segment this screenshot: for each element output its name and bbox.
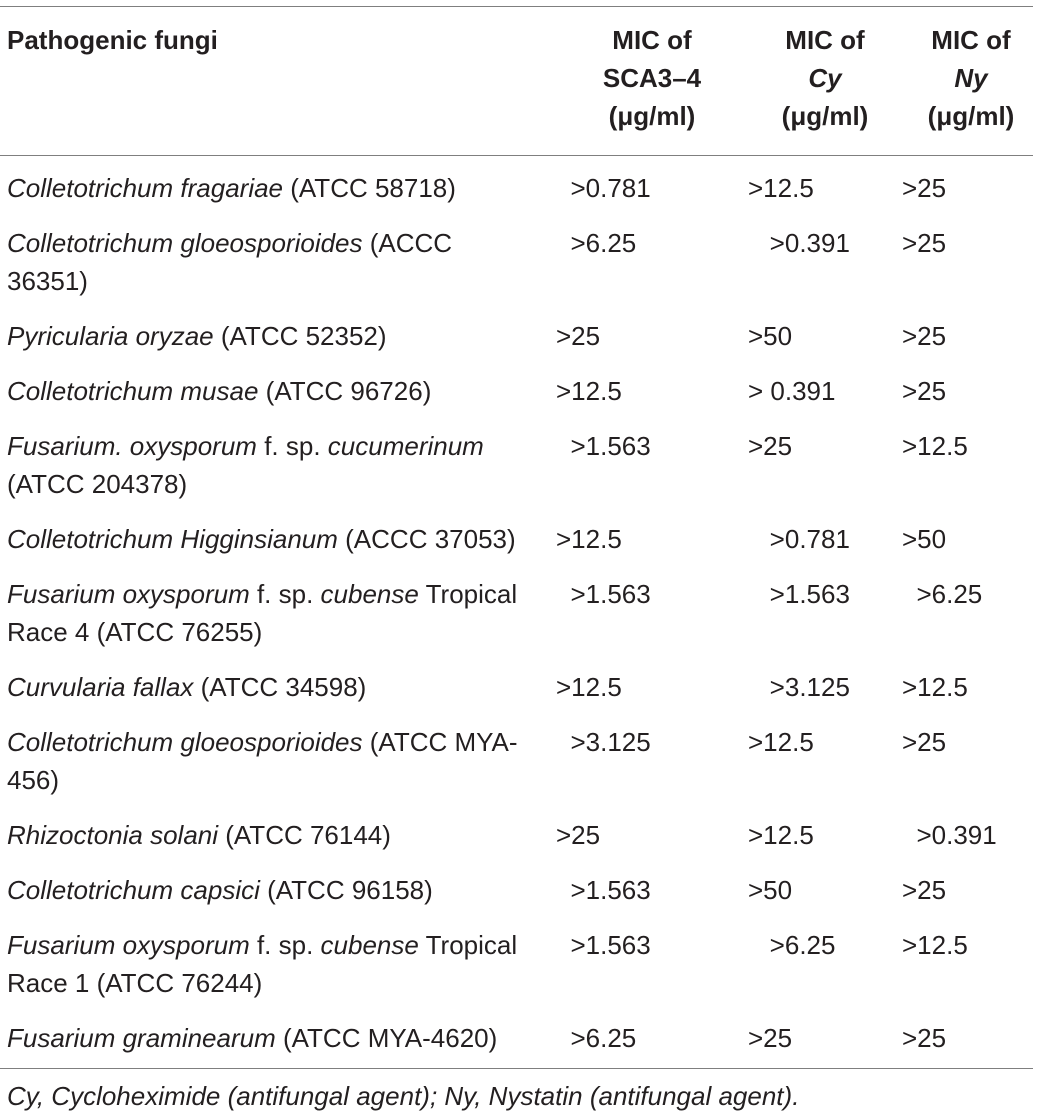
mic-cy-cell: >25 xyxy=(748,1023,793,1053)
table-row xyxy=(0,1005,1040,1060)
fungus-name-cell xyxy=(0,506,556,561)
strain-info: f. sp. xyxy=(249,930,321,960)
mic-table xyxy=(0,7,1040,1060)
mic-cy-cell: >50 xyxy=(748,875,793,905)
strain-info: (ATCC 204378) xyxy=(7,469,188,499)
strain-info: (ATCC MYA-456) xyxy=(7,727,518,795)
species-name: cubense xyxy=(320,930,419,960)
strain-info: f. sp. xyxy=(249,579,321,609)
mic-sca-cell: >25 xyxy=(556,820,601,850)
mic-cy-cell: >6.25 xyxy=(748,930,836,960)
mic-ny-cell: >25 xyxy=(902,173,947,203)
fungus-name-cell xyxy=(0,210,556,303)
mic-ny-cell: >50 xyxy=(902,524,947,554)
fungus-name-cell xyxy=(0,857,556,912)
header-line: (μg/ml) xyxy=(927,101,1015,131)
fungus-name-cell xyxy=(0,561,556,654)
fungus-name-cell xyxy=(0,709,556,802)
strain-info: (ATCC 96158) xyxy=(259,875,433,905)
species-name: Fusarium oxysporum xyxy=(7,579,250,609)
strain-info: (ATCC 52352) xyxy=(213,321,387,351)
mic-ny-cell: >12.5 xyxy=(902,672,968,702)
strain-info: (ACCC 36351) xyxy=(7,228,453,296)
strain-info: (ATCC MYA-4620) xyxy=(275,1023,498,1053)
species-name: Colletotrichum capsici xyxy=(7,875,260,905)
mic-ny-cell: >12.5 xyxy=(902,431,968,461)
strain-info: (ACCC 37053) xyxy=(337,524,516,554)
mic-sca-cell: >1.563 xyxy=(556,579,651,609)
species-name: Pyricularia oryzae xyxy=(7,321,214,351)
strain-info: Tropical Race 4 (ATCC 76255) xyxy=(7,579,518,647)
species-name: Rhizoctonia solani xyxy=(7,820,219,850)
header-line: (μg/ml) xyxy=(781,101,869,131)
mic-cy-cell: >0.391 xyxy=(748,228,850,258)
mic-sca-cell: >6.25 xyxy=(556,1023,637,1053)
mic-sca-cell: >6.25 xyxy=(556,228,637,258)
strain-info: Tropical Race 1 (ATCC 76244) xyxy=(7,930,518,998)
mic-sca-cell: >25 xyxy=(556,321,601,351)
strain-info: (ATCC 76144) xyxy=(218,820,391,850)
header-line: Ny xyxy=(954,63,988,93)
table-row xyxy=(0,210,1040,303)
fungus-name-cell xyxy=(0,802,556,857)
mic-ny-cell: >6.25 xyxy=(902,579,983,609)
header-mic-cy xyxy=(748,7,902,155)
table-row xyxy=(0,413,1040,506)
mic-cy-cell: >12.5 xyxy=(748,173,814,203)
table-row xyxy=(0,709,1040,802)
species-name: Colletotrichum fragariae xyxy=(7,173,284,203)
mic-sca-cell: >1.563 xyxy=(556,930,651,960)
mic-ny-cell: >25 xyxy=(902,321,947,351)
species-name: Colletotrichum musae xyxy=(7,376,259,406)
mic-sca-cell: >3.125 xyxy=(556,727,651,757)
strain-info: (ATCC 58718) xyxy=(283,173,456,203)
table-row xyxy=(0,654,1040,709)
mic-ny-cell: >25 xyxy=(902,727,947,757)
mic-sca-cell: >1.563 xyxy=(556,431,651,461)
species-name: Curvularia fallax xyxy=(7,672,194,702)
fungus-name-cell xyxy=(0,358,556,413)
header-line: Cy xyxy=(808,63,842,93)
fungus-name-cell xyxy=(0,155,556,210)
table-row xyxy=(0,912,1040,1005)
footer-rule xyxy=(0,1068,1033,1069)
fungus-name-cell xyxy=(0,413,556,506)
mic-cy-cell: >25 xyxy=(748,431,793,461)
header-line: SCA3–4 xyxy=(602,63,702,93)
strain-info: f. sp. xyxy=(256,431,328,461)
table-footnote: Cy, Cycloheximide (antifungal agent); Ny, Nystatin (antifungal agent). xyxy=(7,1081,800,1111)
mic-cy-cell: >1.563 xyxy=(748,579,850,609)
header-line: (μg/ml) xyxy=(608,101,696,131)
mic-ny-cell: >25 xyxy=(902,1023,947,1053)
table-row xyxy=(0,506,1040,561)
header-line: MIC of xyxy=(931,25,1011,55)
mic-ny-cell: >12.5 xyxy=(902,930,968,960)
fungus-name-cell xyxy=(0,654,556,709)
species-name: Colletotrichum Higginsianum xyxy=(7,524,338,554)
mic-ny-cell: >25 xyxy=(902,376,947,406)
mic-sca-cell: >12.5 xyxy=(556,672,622,702)
species-name: Fusarium oxysporum xyxy=(7,930,250,960)
fungus-name-cell xyxy=(0,912,556,1005)
mic-ny-cell: >25 xyxy=(902,875,947,905)
mic-sca-cell: >12.5 xyxy=(556,376,622,406)
fungus-name-cell xyxy=(0,303,556,358)
mic-ny-cell: >25 xyxy=(902,228,947,258)
table-row xyxy=(0,358,1040,413)
mic-cy-cell: >0.781 xyxy=(748,524,850,554)
species-name: Colletotrichum gloeosporioides xyxy=(7,228,363,258)
species-name: cucumerinum xyxy=(327,431,484,461)
mic-cy-cell: > 0.391 xyxy=(748,376,836,406)
table-row xyxy=(0,857,1040,912)
fungus-name-cell xyxy=(0,1005,556,1060)
species-name: Colletotrichum gloeosporioides xyxy=(7,727,363,757)
strain-info: (ATCC 96726) xyxy=(258,376,432,406)
header-mic-ny xyxy=(902,7,1040,155)
header-mic-sca xyxy=(556,7,748,155)
mic-cy-cell: >12.5 xyxy=(748,820,814,850)
table-row xyxy=(0,303,1040,358)
header-line: MIC of xyxy=(612,25,692,55)
table-body xyxy=(0,155,1040,1060)
mic-cy-cell: >3.125 xyxy=(748,672,850,702)
mic-sca-cell: >1.563 xyxy=(556,875,651,905)
header-row xyxy=(0,7,1040,155)
species-name: cubense xyxy=(320,579,419,609)
mic-cy-cell: >50 xyxy=(748,321,793,351)
strain-info: (ATCC 34598) xyxy=(193,672,367,702)
table-row xyxy=(0,802,1040,857)
species-name: Fusarium. oxysporum xyxy=(7,431,257,461)
table-row xyxy=(0,155,1040,210)
mic-cy-cell: >12.5 xyxy=(748,727,814,757)
header-pathogenic-fungi: Pathogenic fungi xyxy=(7,25,218,55)
header-line: MIC of xyxy=(785,25,865,55)
mic-sca-cell: >12.5 xyxy=(556,524,622,554)
mic-ny-cell: >0.391 xyxy=(902,820,997,850)
mic-sca-cell: >0.781 xyxy=(556,173,651,203)
species-name: Fusarium graminearum xyxy=(7,1023,276,1053)
table-row xyxy=(0,561,1040,654)
